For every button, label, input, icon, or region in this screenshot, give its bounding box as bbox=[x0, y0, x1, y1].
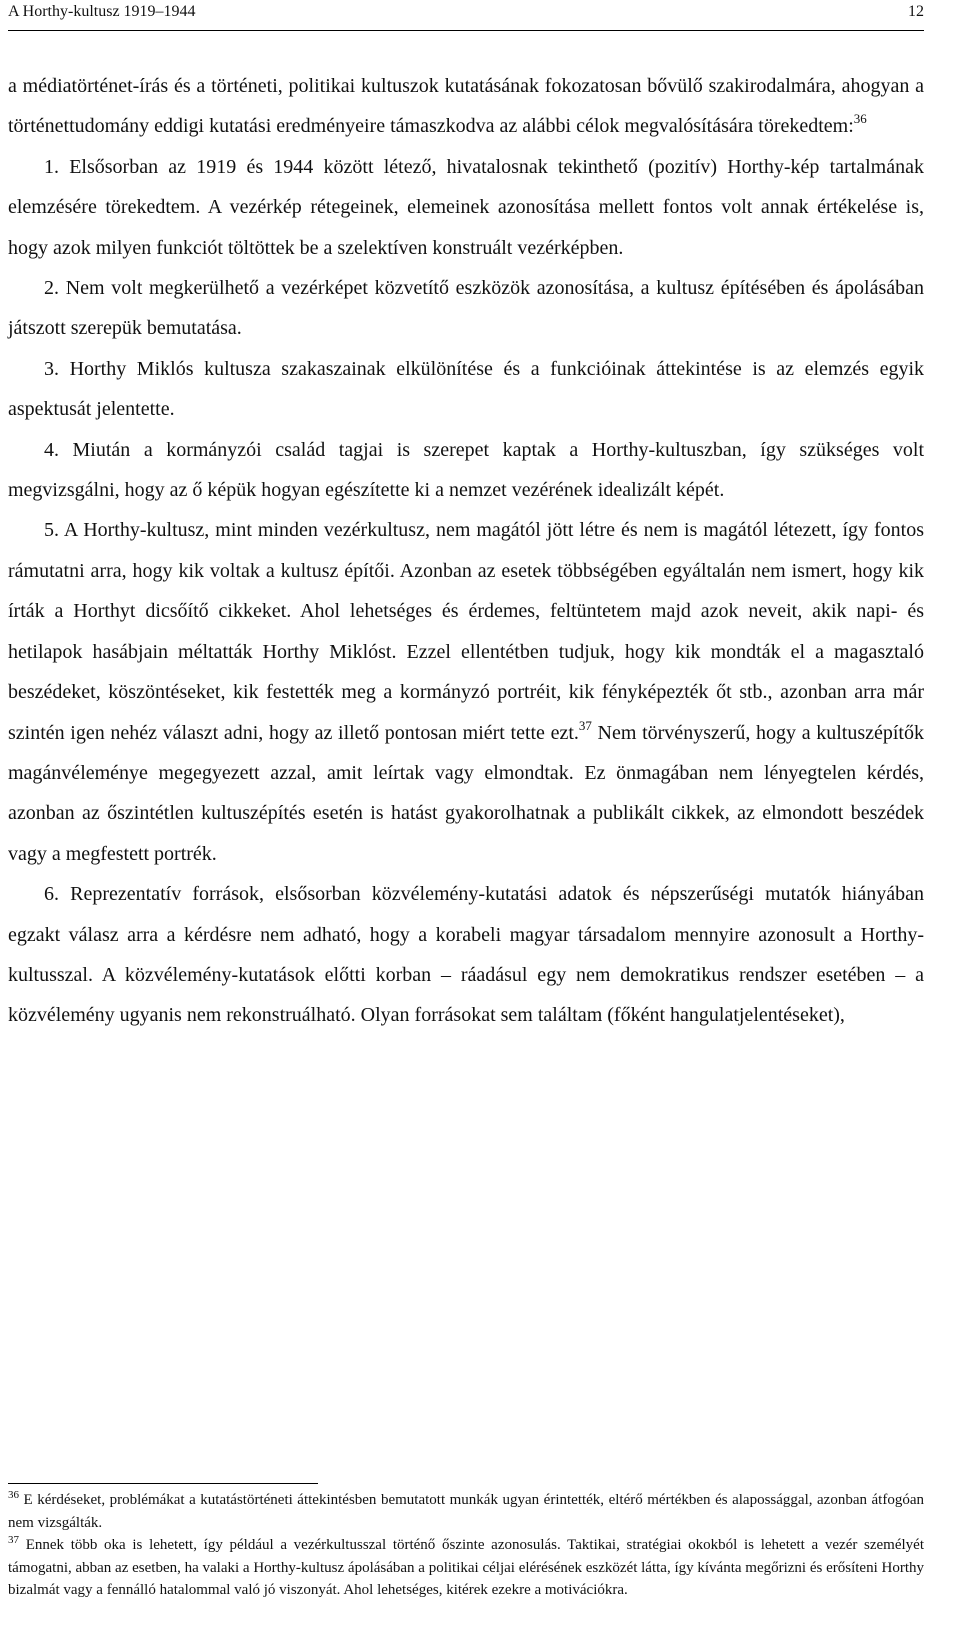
running-header bbox=[8, 0, 924, 31]
intro-text: a médiatörténet-írás és a történeti, politikai kultuszok kutatásának fokozatosan bővülő szakirodalmára, ahogyan a történettudomány eddigi kutatási eredményeire támaszkodva az alábbi célok megvalósítására törekedtem: bbox=[8, 75, 924, 138]
footnote-number: 37 bbox=[8, 1534, 19, 1546]
footnote-ref-37[interactable]: 37 bbox=[578, 717, 592, 733]
list-item-text-continued: Nem törvényszerű, hogy a kultuszépítők magánvéleménye megegyezett azzal, amit leírtak vagy elmondtak. Ez önmagában nem lényegtelen kérdés, azonban az őszintétlen kultuszépítés esetén is hatást gyakorolhatnak a publikált cikkek, az elmondott beszédek vagy a megfestett portrék. bbox=[8, 721, 924, 865]
list-item-6 bbox=[8, 874, 924, 1036]
list-item-2 bbox=[8, 268, 924, 349]
footnote-separator bbox=[8, 1483, 318, 1484]
running-header-title: A Horthy-kultusz 1919–1944 bbox=[8, 3, 196, 20]
footnotes bbox=[8, 1489, 924, 1602]
footnote-text: Ennek több oka is lehetett, így például a vezérkultusszal történő őszinte azonosulás. Taktikai, stratégiai okokból is lehetett a vezér személyét támogatni, abban az esetben, ha valaki a Horthy-kultusz ápolásában a politikai céljai elérésének eszközét látta, így kívánta megőrizni és erősíteni Horthy bizalmát vagy a fennálló hatalommal való jó viszonyát. Ahol lehetséges, kitérek ezekre a motivációkra. bbox=[8, 1537, 924, 1598]
main-text bbox=[8, 66, 924, 1036]
list-item-text: 4. Miután a kormányzói család tagjai is szerepet kaptak a Horthy-kultuszban, így szükséges volt megvizsgálni, hogy az ő képük hogyan egészítette ki a nemzet vezérének idealizált képét. bbox=[8, 438, 924, 502]
footnote-37 bbox=[8, 1534, 924, 1602]
list-item-text: 6. Reprezentatív források, elsősorban közvélemény-kutatási adatok és népszerűségi mutatók hiányában egzakt válasz arra a kérdésre nem adható, hogy a korabeli magyar társadalom mennyire azonosult a Horthy-kultusszal. A közvélemény-kutatások előtti korban – ráadásul egy nem demokratikus rendszer esetében – a közvélemény ugyanis nem rekonstruálható. Olyan forrásokat sem találtam (főként hangulatjelentéseket), bbox=[8, 883, 924, 1027]
list-item-text: 2. Nem volt megkerülhető a vezérképet közvetítő eszközök azonosítása, a kultusz építésében és ápolásában játszott szerepük bemutatása. bbox=[8, 277, 924, 340]
intro-paragraph bbox=[8, 66, 924, 147]
footnote-number: 36 bbox=[8, 1489, 19, 1501]
list-item-text: 3. Horthy Miklós kultusza szakaszainak elkülönítése és a funkcióinak áttekintése is az elemzés egyik aspektusát jelentette. bbox=[8, 357, 924, 421]
footnote-ref-36[interactable]: 36 bbox=[853, 111, 867, 127]
list-item-3 bbox=[8, 349, 924, 430]
page-number: 12 bbox=[908, 3, 924, 20]
list-item-4 bbox=[8, 430, 924, 511]
list-item-text: 5. A Horthy-kultusz, mint minden vezérkultusz, nem magától jött létre és nem is magától létezett, így fontos rámutatni arra, hogy kik voltak a kultusz építői. Azonban az esetek többségében egyáltalán nem ismert, hogy kik írták a Horthyt dicsőítő cikkeket. Ahol lehetséges és érdemes, feltüntetem majd azok neveit, akik napi- és hetilapok hasábjain méltatták Horthy Miklóst. Ezzel ellentétben tudjuk, hogy kik mondták el a magasztaló beszédeket, köszöntéseket, kik festették meg a kormányzó portréit, kik fényképezték őt stb., azonban arra már szintén igen nehéz választ adni, hogy az illető pontosan miért tette ezt. bbox=[8, 519, 924, 744]
list-item-text: 1. Elsősorban az 1919 és 1944 között létező, hivatalosnak tekinthető (pozitív) Horthy-kép tartalmának elemzésére törekedtem. A vezérkép rétegeinek, elemeinek azonosítása mellett fontos volt annak értékelése is, hogy azok milyen funkciót töltöttek be a szelektíven konstruált vezérképben. bbox=[8, 155, 924, 259]
list-item-1 bbox=[8, 147, 924, 268]
footnote-36 bbox=[8, 1489, 924, 1534]
footnote-text: E kérdéseket, problémákat a kutatástörténeti áttekintésben bemutatott munkák ugyan érintették, eltérő mértékben és alapossággal, azonban átfogóan nem vizsgálták. bbox=[8, 1492, 924, 1531]
list-item-5 bbox=[8, 510, 924, 874]
